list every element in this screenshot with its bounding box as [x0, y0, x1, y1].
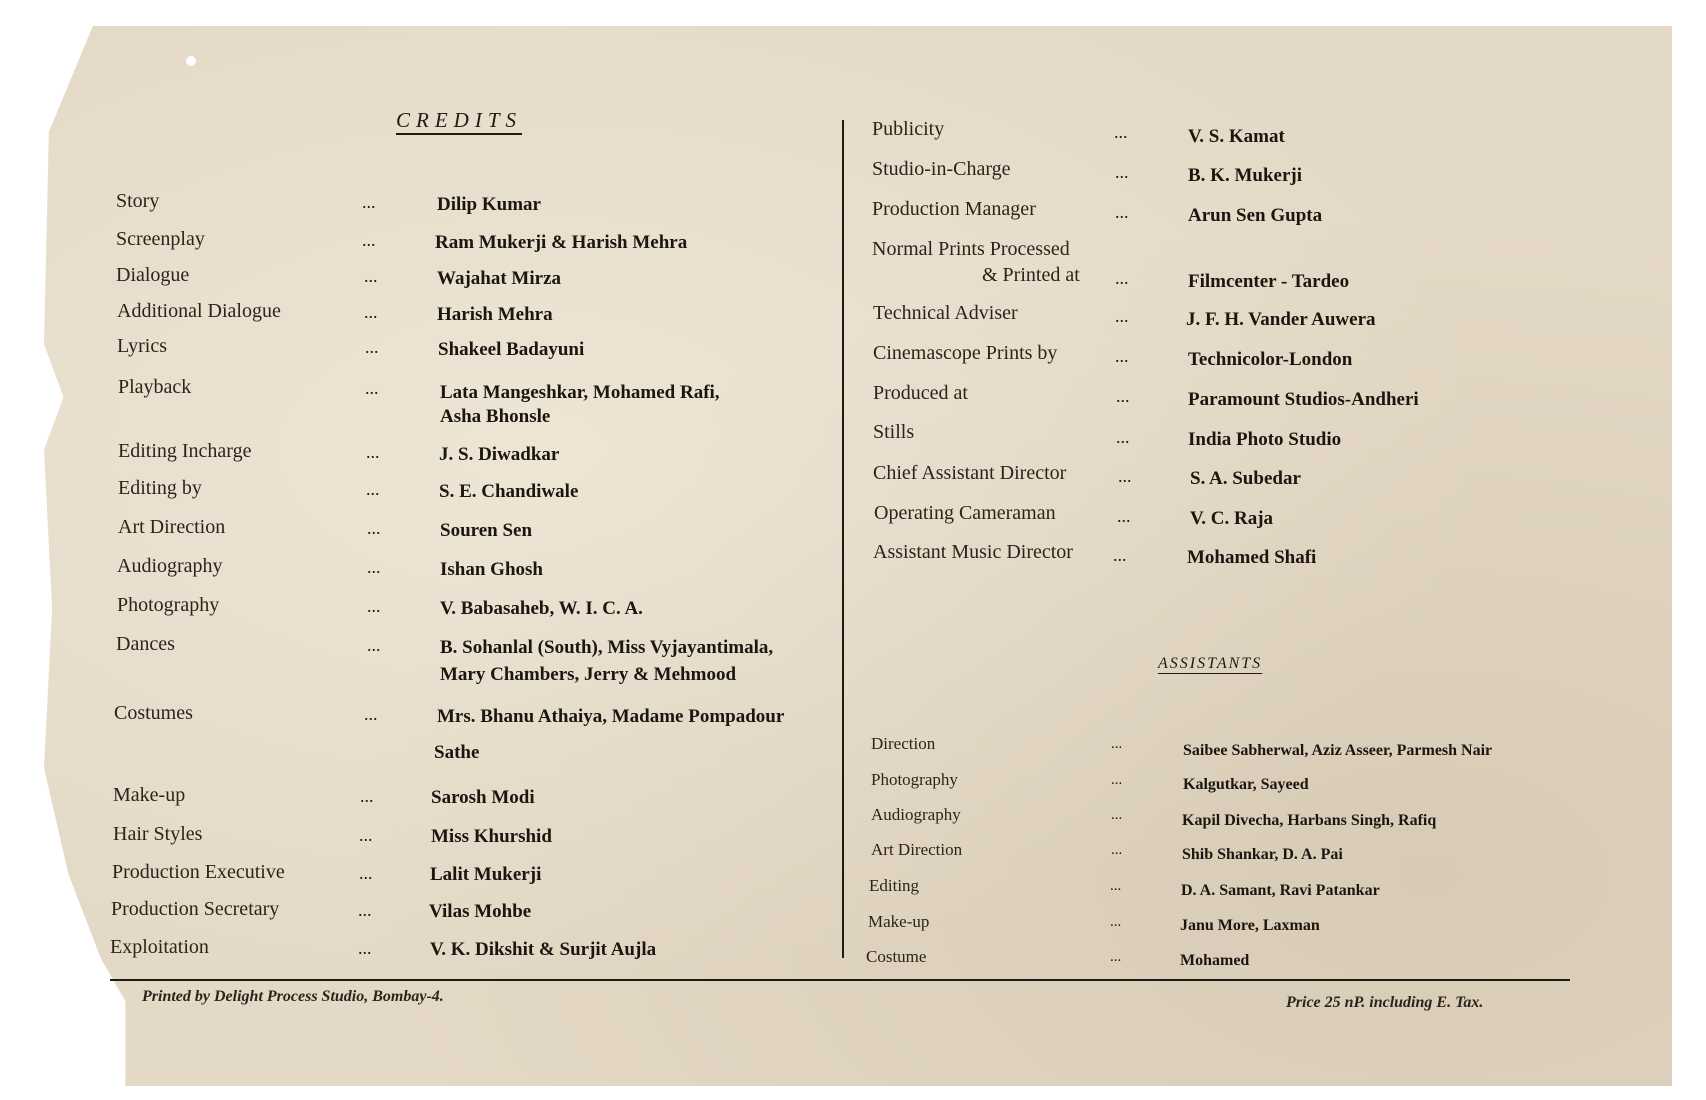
- assistant-role: Audiography: [871, 805, 961, 824]
- credit-role: Hair Styles: [113, 823, 203, 845]
- credit-role: Editing Incharge: [118, 440, 252, 462]
- credit-dots: ...: [1118, 466, 1132, 486]
- credit-dots: ...: [1115, 162, 1129, 182]
- credit-role-line2: & Printed at: [982, 264, 1080, 286]
- assistant-name: Mohamed: [1180, 952, 1250, 969]
- credit-dots: ...: [364, 302, 378, 322]
- credit-name: Mohamed Shafi: [1187, 547, 1317, 568]
- credit-dots: ...: [1115, 268, 1129, 288]
- assistant-dots: ...: [1110, 914, 1122, 930]
- assistant-name: Shib Shankar, D. A. Pai: [1182, 846, 1343, 863]
- credit-dots: ...: [1117, 506, 1131, 526]
- credit-dots: ...: [367, 635, 381, 655]
- credit-role: Audiography: [117, 555, 223, 577]
- credits-heading: CREDITS: [396, 108, 522, 132]
- credit-role: Photography: [117, 594, 220, 616]
- assistant-name: Kalgutkar, Sayeed: [1183, 776, 1309, 793]
- credit-name: Shakeel Badayuni: [438, 339, 585, 360]
- credit-dots: ...: [1115, 202, 1129, 222]
- credit-role: Technical Adviser: [873, 302, 1018, 324]
- credit-name: Miss Khurshid: [431, 826, 552, 847]
- credit-dots: ...: [365, 378, 379, 398]
- credit-dots: ...: [1116, 386, 1130, 406]
- assistant-name: Janu More, Laxman: [1180, 917, 1320, 934]
- credit-role: Art Direction: [118, 516, 226, 538]
- credit-name: Vilas Mohbe: [429, 901, 532, 922]
- credit-name: V. S. Kamat: [1188, 126, 1285, 147]
- printer-credit: Printed by Delight Process Studio, Bombay-4.: [142, 988, 444, 1005]
- credit-dots: ...: [364, 704, 378, 724]
- credit-dots: ...: [367, 557, 381, 577]
- credit-name: Technicolor-London: [1188, 349, 1353, 370]
- credit-name-line2: Asha Bhonsle: [440, 406, 551, 427]
- credit-role: Dialogue: [116, 264, 190, 286]
- credit-role: Editing by: [118, 477, 202, 499]
- credit-dots: ...: [1115, 346, 1129, 366]
- credit-dots: ...: [367, 596, 381, 616]
- credit-name: J. S. Diwadkar: [439, 444, 560, 465]
- credit-role: Operating Cameraman: [874, 502, 1056, 524]
- credit-name: Paramount Studios-Andheri: [1188, 389, 1419, 410]
- assistant-dots: ...: [1111, 772, 1123, 788]
- credit-role: Production Executive: [112, 861, 285, 883]
- credit-name: J. F. H. Vander Auwera: [1186, 309, 1376, 330]
- assistant-role: Editing: [869, 876, 920, 895]
- credit-role: Assistant Music Director: [873, 541, 1073, 563]
- credit-role: Story: [116, 190, 160, 212]
- credit-name: Ishan Ghosh: [440, 559, 543, 580]
- credit-dots: ...: [358, 938, 372, 958]
- credit-dots: ...: [359, 863, 373, 883]
- price-note: Price 25 nP. including E. Tax.: [1286, 994, 1484, 1011]
- assistant-role: Costume: [866, 947, 927, 966]
- credit-role: Normal Prints Processed: [872, 238, 1070, 260]
- credit-name-line2: Mary Chambers, Jerry & Mehmood: [440, 664, 737, 685]
- credit-dots: ...: [364, 266, 378, 286]
- assistant-role: Direction: [871, 734, 936, 753]
- credit-name: India Photo Studio: [1188, 429, 1342, 450]
- credit-dots: ...: [360, 786, 374, 806]
- credit-role: Exploitation: [110, 936, 209, 958]
- credit-role: Studio-in-Charge: [872, 158, 1011, 180]
- assistant-dots: ...: [1111, 736, 1123, 752]
- credit-name: Sarosh Modi: [431, 787, 535, 808]
- credit-role: Publicity: [872, 118, 945, 140]
- credit-dots: ...: [1114, 122, 1128, 142]
- credit-dots: ...: [1116, 427, 1130, 447]
- credit-role: Costumes: [114, 702, 193, 724]
- assistant-name: Kapil Divecha, Harbans Singh, Rafiq: [1182, 812, 1437, 829]
- assistants-heading: ASSISTANTS: [1158, 655, 1263, 672]
- credit-name: Mrs. Bhanu Athaiya, Madame Pompadour: [437, 706, 785, 727]
- credit-name: Lalit Mukerji: [430, 864, 542, 885]
- credit-name-line2: Sathe: [434, 742, 480, 763]
- credit-role: Lyrics: [117, 335, 167, 357]
- credit-name: Dilip Kumar: [437, 194, 541, 215]
- credit-role: Produced at: [873, 382, 968, 404]
- credit-dots: ...: [365, 337, 379, 357]
- assistant-dots: ...: [1111, 807, 1123, 823]
- credit-role: Cinemascope Prints by: [873, 342, 1058, 364]
- credit-dots: ...: [367, 518, 381, 538]
- assistant-role: Art Direction: [871, 840, 963, 859]
- credit-role: Make-up: [113, 784, 186, 806]
- credit-name: B. K. Mukerji: [1188, 165, 1302, 186]
- column-divider: [842, 120, 844, 958]
- punch-hole: [186, 56, 196, 66]
- credit-dots: ...: [359, 825, 373, 845]
- credit-name: S. A. Subedar: [1190, 468, 1301, 489]
- credit-role: Additional Dialogue: [117, 300, 281, 322]
- assistant-dots: ...: [1110, 878, 1122, 894]
- credit-role: Dances: [116, 633, 175, 655]
- credit-dots: ...: [362, 230, 376, 250]
- credit-name: Arun Sen Gupta: [1188, 205, 1323, 226]
- credit-role: Stills: [873, 421, 915, 443]
- assistant-name: D. A. Samant, Ravi Patankar: [1181, 882, 1380, 899]
- credit-name: S. E. Chandiwale: [439, 481, 579, 502]
- credit-name: V. Babasaheb, W. I. C. A.: [440, 598, 643, 619]
- credit-name: Filmcenter - Tardeo: [1188, 271, 1350, 292]
- credit-dots: ...: [1113, 545, 1127, 565]
- credit-role: Chief Assistant Director: [873, 462, 1067, 484]
- credit-name: Ram Mukerji & Harish Mehra: [435, 232, 688, 253]
- credit-name: B. Sohanlal (South), Miss Vyjayantimala,: [440, 637, 774, 658]
- credit-name: V. K. Dikshit & Surjit Aujla: [430, 939, 657, 960]
- assistant-role: Photography: [871, 770, 958, 789]
- assistant-dots: ...: [1110, 949, 1122, 965]
- credit-dots: ...: [358, 900, 372, 920]
- credit-name: Wajahat Mirza: [437, 268, 562, 289]
- assistant-name: Saibee Sabherwal, Aziz Asseer, Parmesh Nair: [1183, 742, 1493, 759]
- credit-role: Production Secretary: [111, 898, 280, 920]
- credit-role: Production Manager: [872, 198, 1036, 220]
- credit-dots: ...: [362, 192, 376, 212]
- credit-name: Harish Mehra: [437, 304, 553, 325]
- credit-name: Lata Mangeshkar, Mohamed Rafi,: [440, 382, 720, 403]
- credit-role: Screenplay: [116, 228, 205, 250]
- credits-sheet: [44, 26, 1672, 1086]
- credit-name: Souren Sen: [440, 520, 533, 541]
- credit-name: V. C. Raja: [1190, 508, 1274, 529]
- assistant-dots: ...: [1111, 842, 1123, 858]
- credit-role: Playback: [118, 376, 192, 398]
- credit-dots: ...: [366, 479, 380, 499]
- assistant-role: Make-up: [868, 912, 930, 931]
- footer-rule: [110, 979, 1570, 981]
- credit-dots: ...: [1115, 306, 1129, 326]
- credit-dots: ...: [366, 442, 380, 462]
